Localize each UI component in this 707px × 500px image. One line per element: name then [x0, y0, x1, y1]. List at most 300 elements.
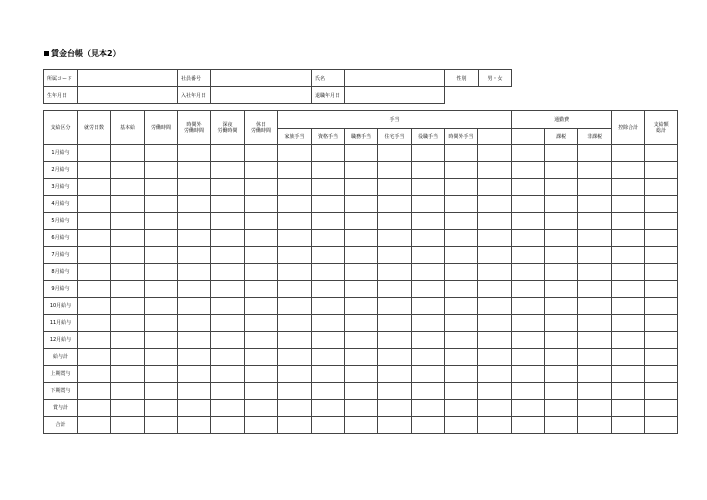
table-cell[interactable]	[512, 281, 545, 298]
table-cell[interactable]	[412, 179, 445, 196]
table-cell[interactable]	[445, 230, 478, 247]
table-cell[interactable]	[145, 145, 178, 162]
table-cell[interactable]	[111, 145, 145, 162]
table-cell[interactable]	[178, 332, 211, 349]
table-cell[interactable]	[245, 383, 278, 400]
table-cell[interactable]	[512, 400, 545, 417]
table-cell[interactable]	[78, 383, 111, 400]
table-cell[interactable]	[78, 213, 111, 230]
table-cell[interactable]	[178, 315, 211, 332]
table-cell[interactable]	[245, 400, 278, 417]
table-cell[interactable]	[278, 366, 312, 383]
table-cell[interactable]	[245, 196, 278, 213]
table-cell[interactable]	[612, 349, 645, 366]
table-cell[interactable]	[445, 281, 478, 298]
table-cell[interactable]	[245, 417, 278, 434]
table-cell[interactable]	[145, 264, 178, 281]
table-cell[interactable]	[278, 332, 312, 349]
table-cell[interactable]	[645, 400, 678, 417]
table-cell[interactable]	[211, 145, 245, 162]
table-cell[interactable]	[645, 417, 678, 434]
table-cell[interactable]	[211, 332, 245, 349]
table-cell[interactable]	[312, 332, 345, 349]
table-cell[interactable]	[312, 281, 345, 298]
table-cell[interactable]	[512, 298, 545, 315]
table-cell[interactable]	[211, 366, 245, 383]
table-cell[interactable]	[278, 400, 312, 417]
table-cell[interactable]	[412, 196, 445, 213]
table-cell[interactable]	[545, 400, 578, 417]
table-cell[interactable]	[378, 400, 412, 417]
table-cell[interactable]	[278, 247, 312, 264]
table-cell[interactable]	[412, 145, 445, 162]
table-cell[interactable]	[178, 162, 211, 179]
table-cell[interactable]	[545, 264, 578, 281]
table-cell[interactable]	[111, 298, 145, 315]
table-cell[interactable]	[145, 179, 178, 196]
table-cell[interactable]	[278, 179, 312, 196]
table-cell[interactable]	[378, 298, 412, 315]
table-cell[interactable]	[545, 349, 578, 366]
table-cell[interactable]	[545, 230, 578, 247]
table-cell[interactable]	[412, 417, 445, 434]
table-cell[interactable]	[578, 230, 612, 247]
table-cell[interactable]	[178, 281, 211, 298]
table-cell[interactable]	[245, 332, 278, 349]
table-cell[interactable]	[145, 417, 178, 434]
table-cell[interactable]	[578, 383, 612, 400]
table-cell[interactable]	[111, 281, 145, 298]
table-cell[interactable]	[111, 196, 145, 213]
table-cell[interactable]	[145, 315, 178, 332]
table-cell[interactable]	[578, 298, 612, 315]
table-cell[interactable]	[145, 281, 178, 298]
table-cell[interactable]	[111, 230, 145, 247]
table-cell[interactable]	[378, 230, 412, 247]
table-cell[interactable]	[612, 332, 645, 349]
table-cell[interactable]	[578, 281, 612, 298]
retire-date-field[interactable]	[345, 87, 445, 104]
table-cell[interactable]	[645, 264, 678, 281]
table-cell[interactable]	[545, 145, 578, 162]
table-cell[interactable]	[245, 213, 278, 230]
table-cell[interactable]	[545, 196, 578, 213]
table-cell[interactable]	[478, 264, 512, 281]
table-cell[interactable]	[278, 264, 312, 281]
table-cell[interactable]	[345, 298, 378, 315]
table-cell[interactable]	[612, 145, 645, 162]
table-cell[interactable]	[312, 366, 345, 383]
table-cell[interactable]	[312, 247, 345, 264]
table-cell[interactable]	[111, 162, 145, 179]
table-cell[interactable]	[512, 349, 545, 366]
table-cell[interactable]	[512, 145, 545, 162]
table-cell[interactable]	[145, 213, 178, 230]
table-cell[interactable]	[178, 196, 211, 213]
table-cell[interactable]	[145, 400, 178, 417]
table-cell[interactable]	[211, 417, 245, 434]
table-cell[interactable]	[178, 179, 211, 196]
table-cell[interactable]	[512, 332, 545, 349]
table-cell[interactable]	[512, 366, 545, 383]
table-cell[interactable]	[612, 281, 645, 298]
table-cell[interactable]	[512, 162, 545, 179]
table-cell[interactable]	[645, 179, 678, 196]
table-cell[interactable]	[612, 366, 645, 383]
table-cell[interactable]	[78, 400, 111, 417]
table-cell[interactable]	[478, 383, 512, 400]
table-cell[interactable]	[645, 315, 678, 332]
table-cell[interactable]	[478, 366, 512, 383]
table-cell[interactable]	[345, 264, 378, 281]
table-cell[interactable]	[412, 349, 445, 366]
table-cell[interactable]	[612, 417, 645, 434]
table-cell[interactable]	[645, 332, 678, 349]
table-cell[interactable]	[645, 349, 678, 366]
table-cell[interactable]	[211, 162, 245, 179]
hire-date-field[interactable]	[211, 87, 312, 104]
table-cell[interactable]	[78, 281, 111, 298]
table-cell[interactable]	[378, 213, 412, 230]
table-cell[interactable]	[211, 383, 245, 400]
table-cell[interactable]	[378, 281, 412, 298]
table-cell[interactable]	[78, 332, 111, 349]
table-cell[interactable]	[545, 298, 578, 315]
table-cell[interactable]	[145, 230, 178, 247]
table-cell[interactable]	[78, 179, 111, 196]
table-cell[interactable]	[145, 247, 178, 264]
table-cell[interactable]	[78, 349, 111, 366]
table-cell[interactable]	[478, 298, 512, 315]
table-cell[interactable]	[178, 145, 211, 162]
table-cell[interactable]	[312, 417, 345, 434]
table-cell[interactable]	[445, 247, 478, 264]
table-cell[interactable]	[578, 145, 612, 162]
table-cell[interactable]	[345, 417, 378, 434]
table-cell[interactable]	[645, 196, 678, 213]
table-cell[interactable]	[345, 179, 378, 196]
table-cell[interactable]	[178, 417, 211, 434]
table-cell[interactable]	[478, 400, 512, 417]
table-cell[interactable]	[111, 400, 145, 417]
table-cell[interactable]	[478, 196, 512, 213]
table-cell[interactable]	[545, 332, 578, 349]
table-cell[interactable]	[512, 196, 545, 213]
table-cell[interactable]	[111, 315, 145, 332]
table-cell[interactable]	[645, 383, 678, 400]
table-cell[interactable]	[445, 179, 478, 196]
table-cell[interactable]	[145, 332, 178, 349]
table-cell[interactable]	[278, 213, 312, 230]
table-cell[interactable]	[545, 179, 578, 196]
table-cell[interactable]	[211, 400, 245, 417]
table-cell[interactable]	[345, 213, 378, 230]
table-cell[interactable]	[178, 400, 211, 417]
table-cell[interactable]	[478, 145, 512, 162]
table-cell[interactable]	[145, 196, 178, 213]
table-cell[interactable]	[345, 145, 378, 162]
table-cell[interactable]	[445, 145, 478, 162]
table-cell[interactable]	[545, 417, 578, 434]
affiliation-code-field[interactable]	[78, 70, 178, 87]
table-cell[interactable]	[612, 213, 645, 230]
table-cell[interactable]	[312, 196, 345, 213]
table-cell[interactable]	[612, 315, 645, 332]
table-cell[interactable]	[478, 281, 512, 298]
table-cell[interactable]	[378, 417, 412, 434]
table-cell[interactable]	[378, 349, 412, 366]
table-cell[interactable]	[278, 196, 312, 213]
table-cell[interactable]	[278, 162, 312, 179]
gender-field[interactable]: 男・女	[479, 70, 512, 87]
table-cell[interactable]	[378, 315, 412, 332]
table-cell[interactable]	[211, 247, 245, 264]
table-cell[interactable]	[312, 264, 345, 281]
table-cell[interactable]	[412, 213, 445, 230]
table-cell[interactable]	[145, 349, 178, 366]
table-cell[interactable]	[445, 400, 478, 417]
table-cell[interactable]	[445, 332, 478, 349]
table-cell[interactable]	[111, 332, 145, 349]
table-cell[interactable]	[345, 366, 378, 383]
table-cell[interactable]	[412, 247, 445, 264]
table-cell[interactable]	[78, 417, 111, 434]
table-cell[interactable]	[612, 179, 645, 196]
table-cell[interactable]	[178, 213, 211, 230]
table-cell[interactable]	[378, 145, 412, 162]
table-cell[interactable]	[211, 281, 245, 298]
table-cell[interactable]	[111, 417, 145, 434]
table-cell[interactable]	[278, 281, 312, 298]
table-cell[interactable]	[478, 349, 512, 366]
table-cell[interactable]	[545, 281, 578, 298]
table-cell[interactable]	[211, 298, 245, 315]
table-cell[interactable]	[312, 298, 345, 315]
table-cell[interactable]	[445, 417, 478, 434]
table-cell[interactable]	[612, 400, 645, 417]
table-cell[interactable]	[78, 247, 111, 264]
table-cell[interactable]	[312, 179, 345, 196]
table-cell[interactable]	[445, 213, 478, 230]
table-cell[interactable]	[78, 366, 111, 383]
table-cell[interactable]	[145, 298, 178, 315]
table-cell[interactable]	[278, 315, 312, 332]
table-cell[interactable]	[78, 298, 111, 315]
birth-date-field[interactable]	[78, 87, 178, 104]
table-cell[interactable]	[78, 264, 111, 281]
table-cell[interactable]	[245, 264, 278, 281]
table-cell[interactable]	[111, 213, 145, 230]
table-cell[interactable]	[512, 383, 545, 400]
table-cell[interactable]	[345, 247, 378, 264]
table-cell[interactable]	[578, 162, 612, 179]
table-cell[interactable]	[278, 298, 312, 315]
table-cell[interactable]	[278, 383, 312, 400]
name-field[interactable]	[345, 70, 445, 87]
table-cell[interactable]	[378, 264, 412, 281]
table-cell[interactable]	[578, 264, 612, 281]
table-cell[interactable]	[412, 281, 445, 298]
table-cell[interactable]	[111, 247, 145, 264]
table-cell[interactable]	[145, 162, 178, 179]
table-cell[interactable]	[178, 230, 211, 247]
table-cell[interactable]	[312, 349, 345, 366]
table-cell[interactable]	[512, 179, 545, 196]
table-cell[interactable]	[178, 349, 211, 366]
table-cell[interactable]	[412, 298, 445, 315]
table-cell[interactable]	[345, 281, 378, 298]
table-cell[interactable]	[345, 196, 378, 213]
table-cell[interactable]	[245, 247, 278, 264]
table-cell[interactable]	[145, 383, 178, 400]
table-cell[interactable]	[645, 281, 678, 298]
table-cell[interactable]	[111, 349, 145, 366]
table-cell[interactable]	[545, 213, 578, 230]
table-cell[interactable]	[78, 230, 111, 247]
table-cell[interactable]	[445, 298, 478, 315]
table-cell[interactable]	[412, 400, 445, 417]
table-cell[interactable]	[478, 247, 512, 264]
table-cell[interactable]	[512, 315, 545, 332]
table-cell[interactable]	[245, 315, 278, 332]
table-cell[interactable]	[211, 196, 245, 213]
table-cell[interactable]	[145, 366, 178, 383]
table-cell[interactable]	[478, 332, 512, 349]
table-cell[interactable]	[345, 332, 378, 349]
table-cell[interactable]	[211, 230, 245, 247]
table-cell[interactable]	[578, 315, 612, 332]
table-cell[interactable]	[78, 196, 111, 213]
table-cell[interactable]	[478, 162, 512, 179]
table-cell[interactable]	[412, 366, 445, 383]
table-cell[interactable]	[645, 298, 678, 315]
table-cell[interactable]	[378, 179, 412, 196]
table-cell[interactable]	[578, 213, 612, 230]
table-cell[interactable]	[111, 366, 145, 383]
table-cell[interactable]	[211, 349, 245, 366]
table-cell[interactable]	[478, 315, 512, 332]
table-cell[interactable]	[312, 145, 345, 162]
table-cell[interactable]	[245, 230, 278, 247]
table-cell[interactable]	[378, 366, 412, 383]
table-cell[interactable]	[412, 383, 445, 400]
table-cell[interactable]	[412, 162, 445, 179]
table-cell[interactable]	[645, 230, 678, 247]
table-cell[interactable]	[412, 332, 445, 349]
table-cell[interactable]	[245, 162, 278, 179]
table-cell[interactable]	[345, 162, 378, 179]
table-cell[interactable]	[578, 400, 612, 417]
table-cell[interactable]	[578, 366, 612, 383]
table-cell[interactable]	[645, 162, 678, 179]
table-cell[interactable]	[278, 230, 312, 247]
table-cell[interactable]	[612, 196, 645, 213]
table-cell[interactable]	[645, 366, 678, 383]
table-cell[interactable]	[111, 179, 145, 196]
table-cell[interactable]	[245, 281, 278, 298]
table-cell[interactable]	[278, 145, 312, 162]
table-cell[interactable]	[378, 383, 412, 400]
table-cell[interactable]	[512, 230, 545, 247]
table-cell[interactable]	[578, 179, 612, 196]
table-cell[interactable]	[178, 264, 211, 281]
table-cell[interactable]	[345, 315, 378, 332]
table-cell[interactable]	[612, 383, 645, 400]
table-cell[interactable]	[545, 383, 578, 400]
table-cell[interactable]	[312, 162, 345, 179]
table-cell[interactable]	[612, 230, 645, 247]
table-cell[interactable]	[278, 417, 312, 434]
table-cell[interactable]	[211, 179, 245, 196]
table-cell[interactable]	[378, 247, 412, 264]
table-cell[interactable]	[512, 264, 545, 281]
table-cell[interactable]	[445, 383, 478, 400]
table-cell[interactable]	[312, 230, 345, 247]
table-cell[interactable]	[478, 230, 512, 247]
employee-number-field[interactable]	[211, 70, 312, 87]
table-cell[interactable]	[478, 417, 512, 434]
table-cell[interactable]	[412, 315, 445, 332]
table-cell[interactable]	[378, 332, 412, 349]
table-cell[interactable]	[445, 349, 478, 366]
table-cell[interactable]	[278, 349, 312, 366]
table-cell[interactable]	[578, 417, 612, 434]
table-cell[interactable]	[445, 366, 478, 383]
table-cell[interactable]	[178, 247, 211, 264]
table-cell[interactable]	[478, 179, 512, 196]
table-cell[interactable]	[445, 315, 478, 332]
table-cell[interactable]	[245, 298, 278, 315]
table-cell[interactable]	[578, 196, 612, 213]
table-cell[interactable]	[78, 145, 111, 162]
table-cell[interactable]	[245, 145, 278, 162]
table-cell[interactable]	[178, 383, 211, 400]
table-cell[interactable]	[245, 349, 278, 366]
table-cell[interactable]	[578, 247, 612, 264]
table-cell[interactable]	[645, 247, 678, 264]
table-cell[interactable]	[312, 213, 345, 230]
table-cell[interactable]	[78, 162, 111, 179]
table-cell[interactable]	[312, 315, 345, 332]
table-cell[interactable]	[345, 383, 378, 400]
table-cell[interactable]	[211, 315, 245, 332]
table-cell[interactable]	[545, 315, 578, 332]
table-cell[interactable]	[612, 247, 645, 264]
table-cell[interactable]	[612, 298, 645, 315]
table-cell[interactable]	[111, 383, 145, 400]
table-cell[interactable]	[245, 366, 278, 383]
table-cell[interactable]	[111, 264, 145, 281]
table-cell[interactable]	[412, 264, 445, 281]
table-cell[interactable]	[78, 315, 111, 332]
table-cell[interactable]	[312, 400, 345, 417]
table-cell[interactable]	[345, 230, 378, 247]
table-cell[interactable]	[645, 213, 678, 230]
table-cell[interactable]	[578, 332, 612, 349]
table-cell[interactable]	[512, 213, 545, 230]
table-cell[interactable]	[245, 179, 278, 196]
table-cell[interactable]	[445, 162, 478, 179]
table-cell[interactable]	[445, 196, 478, 213]
table-cell[interactable]	[578, 349, 612, 366]
table-cell[interactable]	[178, 298, 211, 315]
table-cell[interactable]	[378, 162, 412, 179]
table-cell[interactable]	[545, 162, 578, 179]
table-cell[interactable]	[178, 366, 211, 383]
table-cell[interactable]	[612, 264, 645, 281]
table-cell[interactable]	[345, 400, 378, 417]
table-cell[interactable]	[612, 162, 645, 179]
